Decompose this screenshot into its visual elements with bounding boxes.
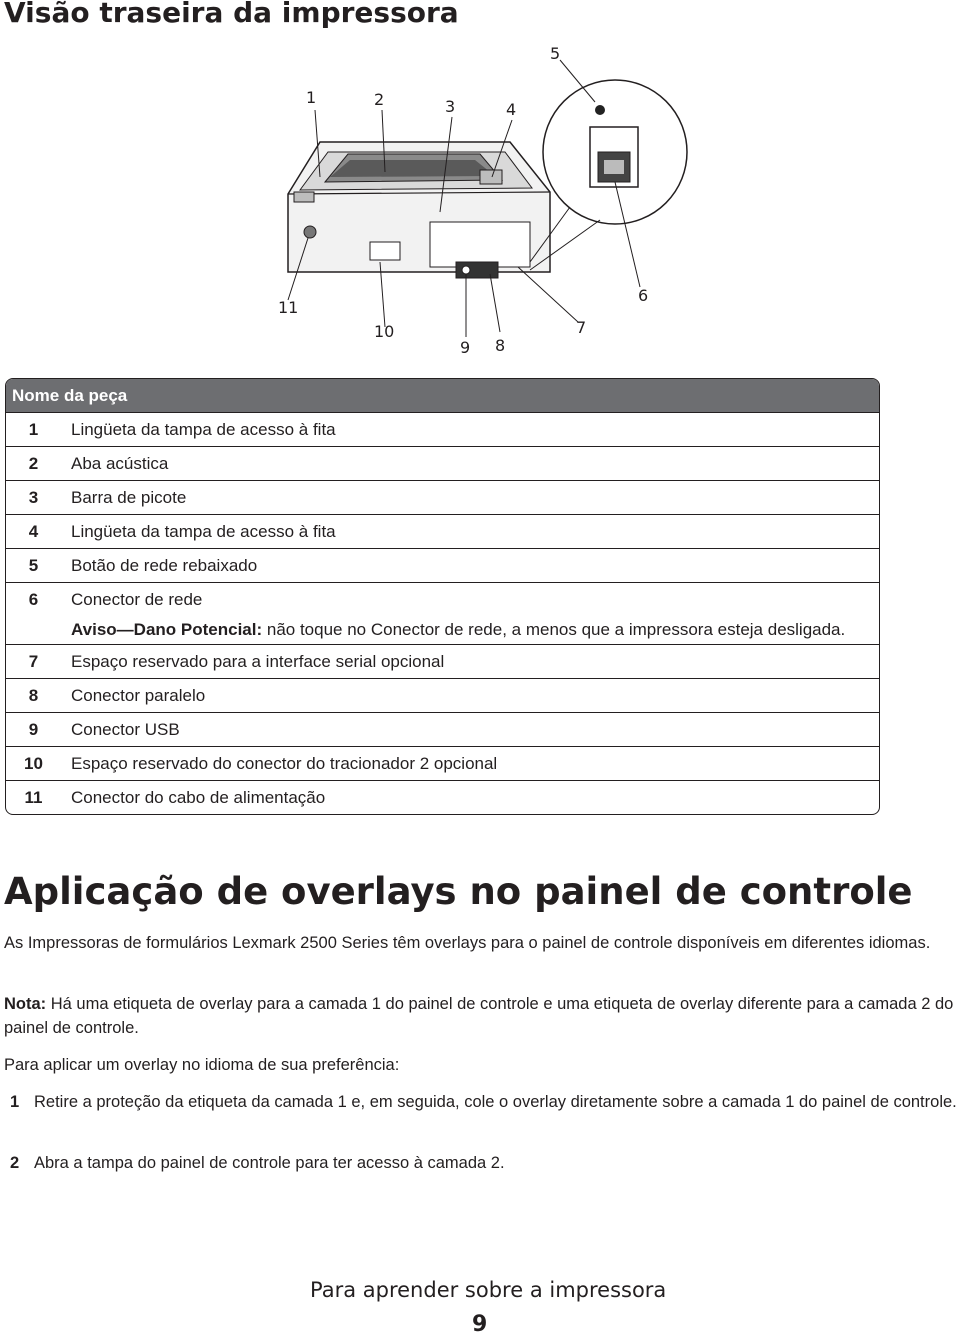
step-number: 2 [10,1154,20,1172]
part-name: Botão de rede rebaixado [61,548,879,582]
table-row [6,548,879,582]
warning-note [61,616,879,644]
part-name: Conector do cabo de alimentação [61,780,879,814]
callout-2: 2 [374,90,385,109]
page-title: Visão traseira da impressora [4,0,459,29]
part-name: Lingüeta da tampa de acesso à fita [61,514,879,548]
note-label: Nota: [4,995,47,1013]
warning-row [6,616,879,644]
intro-paragraph: As Impressoras de formulários Lexmark 2500 Series têm overlays para o painel de controle disponíveis em diferentes idiomas. [4,934,931,952]
footer-title: Para aprender sobre a impressora [310,1278,667,1302]
part-number: 11 [6,780,61,814]
callout-9: 9 [460,338,471,357]
list-item [4,1090,960,1140]
part-number: 5 [6,548,61,582]
table-row [6,514,879,548]
callout-10: 10 [374,322,395,341]
part-name: Lingüeta da tampa de acesso à fita [61,412,879,446]
warning-label: Aviso—Dano Potencial: [71,620,263,639]
part-number: 1 [6,412,61,446]
part-number: 2 [6,446,61,480]
part-name: Espaço reservado do conector do tracionador 2 opcional [61,746,879,780]
table-row [6,712,879,746]
part-number: 4 [6,514,61,548]
step-text: Abra a tampa do painel de controle para ter acesso à camada 2. [34,1154,505,1172]
table-row [6,446,879,480]
part-name: Espaço reservado para a interface serial opcional [61,644,879,678]
part-name: Conector de rede [61,582,879,616]
printer-drawing [270,42,700,362]
part-name: Barra de picote [61,480,879,514]
list-item [4,1151,960,1177]
callout-11: 11 [278,298,299,317]
table-row [6,480,879,514]
part-name: Aba acústica [61,446,879,480]
note-paragraph [4,992,960,1040]
callout-8: 8 [495,336,506,355]
part-number: 8 [6,678,61,712]
callout-3: 3 [445,97,456,116]
table-row [6,678,879,712]
warning-text: não toque no Conector de rede, a menos que a impressora esteja desligada. [262,620,846,639]
part-number: 6 [6,582,61,616]
part-number: 10 [6,746,61,780]
table-row [6,582,879,616]
part-number: 3 [6,480,61,514]
callout-6: 6 [638,286,649,305]
table-row [6,780,879,814]
callout-4: 4 [506,100,517,119]
callout-1: 1 [306,88,317,107]
table-row [6,644,879,678]
part-name: Conector USB [61,712,879,746]
section-title: Aplicação de overlays no painel de controle [4,870,913,913]
callout-7: 7 [576,318,587,337]
table-row [6,746,879,780]
step-number: 1 [10,1093,20,1111]
lead-paragraph: Para aplicar um overlay no idioma de sua preferência: [4,1056,400,1074]
callout-5: 5 [550,44,561,63]
page-number: 9 [472,1312,488,1337]
table-row [6,412,879,446]
parts-table [5,378,880,815]
note-text: Há uma etiqueta de overlay para a camada 1 do painel de controle e uma etiqueta de overlay diferente para a camada 2 do painel de controle. [4,995,954,1037]
step-text: Retire a proteção da etiqueta da camada 1 e, em seguida, cole o overlay diretamente sobre a camada 1 do painel de controle. [34,1093,957,1111]
part-number: 9 [6,712,61,746]
printer-rear-illustration [270,42,700,362]
part-name: Conector paralelo [61,678,879,712]
part-number: 7 [6,644,61,678]
parts-table-header: Nome da peça [6,379,879,412]
